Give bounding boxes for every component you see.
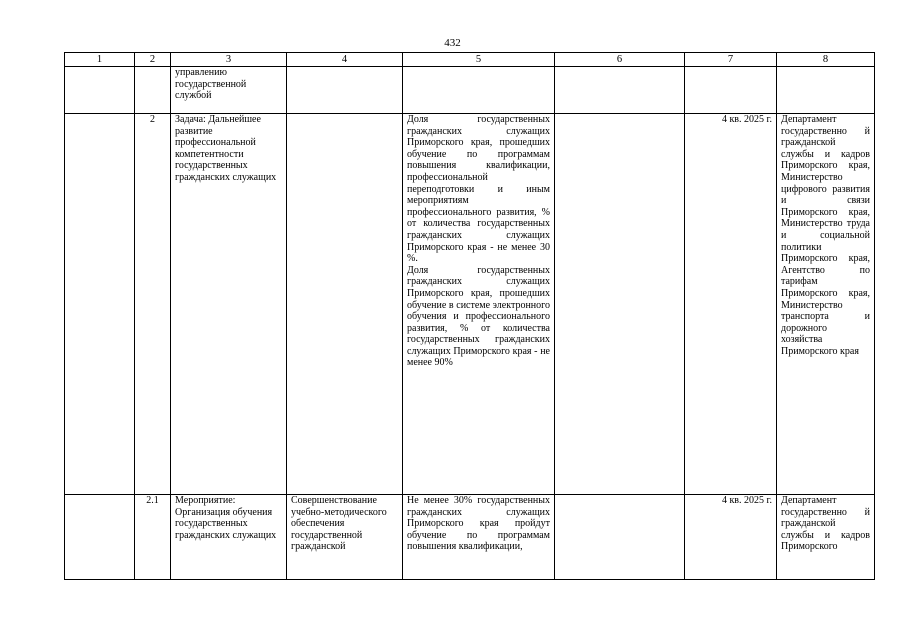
table-cell: [403, 67, 555, 114]
task-description: Задача: Дальнейшее развитие профессиональной компетентности государственных гражданских служащих: [171, 114, 287, 495]
table-cell: [685, 67, 777, 114]
table-cell: [555, 495, 685, 580]
column-header: 7: [685, 53, 777, 67]
column-header: 8: [777, 53, 875, 67]
column-header: 1: [65, 53, 135, 67]
column-header: 6: [555, 53, 685, 67]
table-row: [65, 495, 875, 580]
column-header: 5: [403, 53, 555, 67]
table-cell: [65, 495, 135, 580]
table-cell: [65, 67, 135, 114]
column-header: 3: [171, 53, 287, 67]
table-cell: [287, 67, 403, 114]
cell-text: Совершенствование учебно-методического обеспечения государственной гражданской: [291, 495, 387, 553]
table-row: [65, 114, 875, 495]
table-cell: [135, 67, 171, 114]
row-number: 2: [135, 114, 171, 495]
deadline-cell: 4 кв. 2025 г.: [685, 495, 777, 580]
cell-text: Мероприятие: Организация обучения государственных гражданских служащих: [175, 495, 277, 541]
indicator-cell: [403, 114, 555, 495]
column-header: 4: [287, 53, 403, 67]
table-row: [65, 67, 875, 114]
table-cell: [555, 114, 685, 495]
table-cell: управлению государственной службой: [171, 67, 287, 114]
cell-text: Не менее 30% государственных гражданских служащих Приморского края пройдут обучение по программам повышения квалификации,: [407, 495, 550, 553]
plan-table: [64, 52, 875, 580]
cell-text: Департамент государственно й гражданской службы и кадров Приморского: [781, 495, 870, 553]
indicator-text: Доля государственных гражданских служащих Приморского края, прошедших обучение в системе электронного обучения и профессионального развития, % от количества государственных гражданских служащих Приморского края - не менее 90%: [407, 264, 550, 369]
indicator-text: Доля государственных гражданских служащих Приморского края, прошедших обучение по программам повышения квалификации, профессиональной переподготовки и иным мероприятиям профессионального развития, % от количества государственных гражданских служащих Приморского края - не менее 30 %.: [407, 114, 550, 265]
page-number: 432: [444, 37, 461, 49]
table-cell: [65, 114, 135, 495]
result-cell: [287, 495, 403, 580]
table-cell: [555, 67, 685, 114]
table-cell: [777, 67, 875, 114]
table-cell: [287, 114, 403, 495]
responsible-cell: Департамент государственно й гражданской службы и кадров Приморского края, Министерство цифрового развития и связи Приморского края, Министерство труда и социальной политики Приморского края, Агентство по тарифам Приморского края, Министерство транспорта и дорожного хозяйства Приморского края: [777, 114, 875, 495]
table-header-row: [65, 53, 875, 67]
column-header: 2: [135, 53, 171, 67]
deadline-cell: 4 кв. 2025 г.: [685, 114, 777, 495]
row-number: 2.1: [135, 495, 171, 580]
activity-description: [171, 495, 287, 580]
indicator-cell: [403, 495, 555, 580]
responsible-cell: [777, 495, 875, 580]
